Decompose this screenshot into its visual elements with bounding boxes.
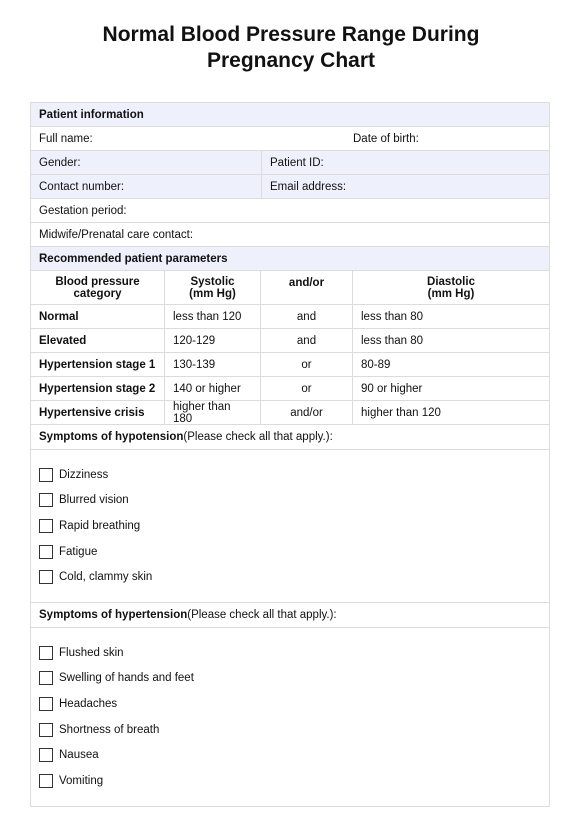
midwife-field[interactable]: Midwife/Prenatal care contact: [39, 228, 194, 241]
list-item[interactable] [31, 691, 549, 717]
date-of-birth-field[interactable]: Date of birth: [353, 132, 419, 145]
row-gender [31, 151, 549, 175]
col-category-l1: Blood pressure [55, 275, 140, 288]
contact-number-field[interactable]: Contact number: [31, 175, 262, 198]
gestation-field[interactable]: Gestation period: [39, 204, 127, 217]
row-gestation [31, 199, 549, 223]
hypotension-title [31, 425, 341, 449]
systolic-cell: 130-139 [165, 353, 261, 376]
diastolic-cell: higher than 120 [361, 406, 441, 419]
list-item[interactable] [31, 666, 549, 692]
checkbox-label: Headaches [59, 697, 118, 710]
diastolic-cell: less than 80 [361, 334, 424, 347]
row-contact [31, 175, 549, 199]
checkbox[interactable] [39, 519, 53, 533]
andor-cell: and [261, 305, 353, 328]
row-midwife [31, 223, 549, 247]
andor-cell: and/or [261, 401, 353, 424]
col-diastolic-l2: (mm Hg) [427, 287, 475, 300]
title-line-2: Pregnancy Chart [206, 49, 376, 72]
hypotension-title-row [31, 425, 549, 450]
col-systolic-l1: Systolic [190, 275, 235, 288]
category-cell: Normal [31, 305, 165, 328]
checkbox-label: Vomiting [59, 774, 104, 787]
list-item[interactable] [31, 768, 549, 794]
list-item[interactable] [31, 640, 549, 666]
hypertension-label: Symptoms of hypertension [39, 608, 188, 621]
category-cell: Hypertensive crisis [31, 401, 165, 424]
andor-cell: and [261, 329, 353, 352]
list-item[interactable] [31, 513, 549, 539]
parameters-header-row [31, 271, 549, 305]
list-item[interactable] [31, 717, 549, 743]
list-item[interactable] [31, 742, 549, 768]
checkbox-label: Dizziness [59, 468, 109, 481]
andor-cell: or [261, 377, 353, 400]
page-title [0, 22, 582, 74]
checkbox-label: Swelling of hands and feet [59, 672, 194, 685]
col-category-l2: category [73, 287, 122, 300]
hypertension-title-row [31, 603, 549, 628]
table-row [31, 329, 549, 353]
patient-id-field[interactable]: Patient ID: [270, 156, 324, 169]
email-field[interactable]: Email address: [270, 180, 347, 193]
checkbox[interactable] [39, 748, 53, 762]
category-cell: Hypertension stage 1 [31, 353, 165, 376]
checkbox-label: Nausea [59, 749, 99, 762]
systolic-cell: 140 or higher [165, 377, 261, 400]
checkbox[interactable] [39, 545, 53, 559]
patient-info-heading: Patient information [39, 108, 144, 121]
checkbox-label: Cold, clammy skin [59, 571, 153, 584]
table-row [31, 305, 549, 329]
hypotension-note: (Please check all that apply.): [183, 431, 333, 443]
checkbox[interactable] [39, 468, 53, 482]
checkbox[interactable] [39, 570, 53, 584]
full-name-field[interactable]: Full name: [39, 132, 93, 145]
list-item[interactable] [31, 462, 549, 488]
bp-form [30, 102, 550, 807]
col-systolic-l2: (mm Hg) [189, 287, 236, 300]
andor-cell: or [261, 353, 353, 376]
systolic-cell: higher than 180 [165, 401, 261, 424]
category-cell: Hypertension stage 2 [31, 377, 165, 400]
hypertension-checklist [31, 628, 549, 806]
checkbox[interactable] [39, 697, 53, 711]
hypotension-checklist [31, 450, 549, 603]
title-line-1: Normal Blood Pressure Range During [102, 23, 480, 46]
checkbox[interactable] [39, 774, 53, 788]
checkbox-label: Fatigue [59, 545, 98, 558]
diastolic-cell: less than 80 [361, 310, 424, 323]
checkbox-label: Shortness of breath [59, 723, 160, 736]
row-full-name [31, 127, 549, 151]
col-diastolic-header [353, 271, 549, 304]
section-header-parameters [31, 247, 549, 271]
checkbox-label: Flushed skin [59, 646, 124, 659]
category-cell: Elevated [31, 329, 165, 352]
systolic-cell: less than 120 [165, 305, 261, 328]
list-item[interactable] [31, 539, 549, 565]
diastolic-cell: 90 or higher [361, 382, 423, 395]
gender-field[interactable]: Gender: [31, 151, 262, 174]
col-systolic-header [165, 271, 261, 304]
checkbox[interactable] [39, 493, 53, 507]
checkbox[interactable] [39, 671, 53, 685]
list-item[interactable] [31, 488, 549, 514]
hypertension-note: (Please check all that apply.): [187, 608, 337, 621]
hypertension-title [31, 603, 345, 627]
checkbox-label: Blurred vision [59, 494, 129, 507]
col-andor-header: and/or [261, 271, 353, 304]
checkbox-label: Rapid breathing [59, 519, 141, 532]
diastolic-cell: 80-89 [361, 358, 391, 371]
col-diastolic-l1: Diastolic [427, 275, 475, 288]
table-row [31, 377, 549, 401]
section-header-patient-info [31, 103, 549, 127]
checkbox[interactable] [39, 723, 53, 737]
table-row [31, 353, 549, 377]
hypotension-label: Symptoms of hypotension [39, 431, 184, 443]
table-row [31, 401, 549, 425]
checkbox[interactable] [39, 646, 53, 660]
parameters-heading: Recommended patient parameters [39, 252, 228, 265]
systolic-cell: 120-129 [165, 329, 261, 352]
list-item[interactable] [31, 564, 549, 590]
col-category-header [31, 271, 165, 304]
